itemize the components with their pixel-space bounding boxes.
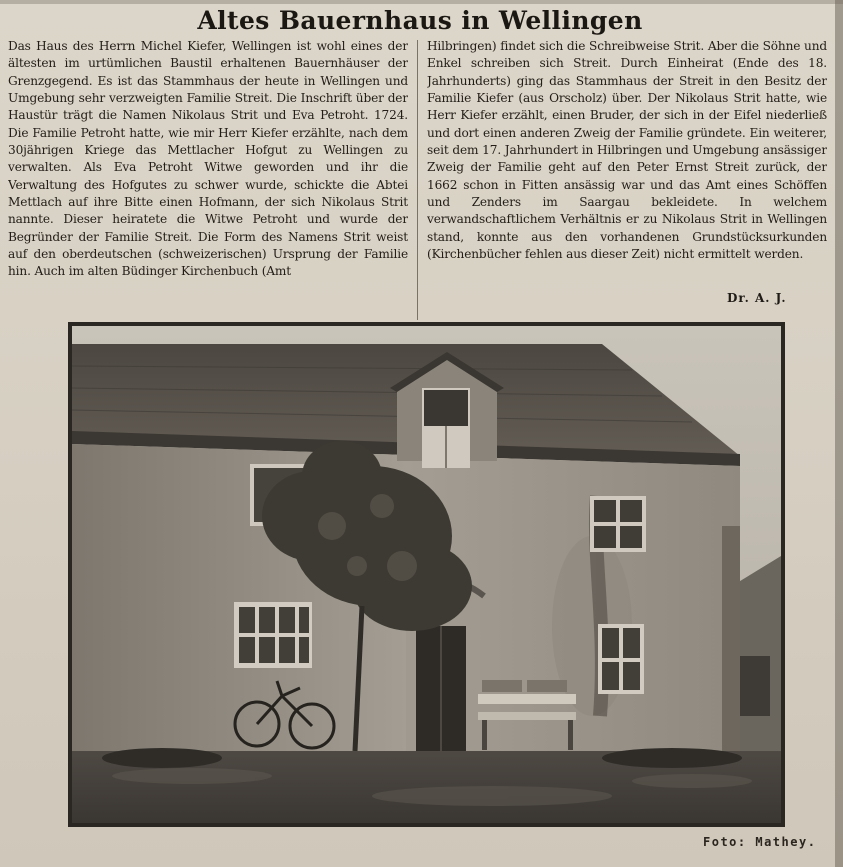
article-column-right	[427, 38, 827, 318]
article-column-left	[8, 38, 408, 318]
article-headline: Altes Bauernhaus in Wellingen	[197, 6, 643, 35]
column-divider	[417, 40, 418, 320]
farmhouse-photo-image	[72, 326, 781, 823]
farmhouse-photo	[68, 322, 785, 827]
author-signature: Dr. A. J.	[727, 291, 787, 305]
page-edge-shadow	[835, 0, 843, 867]
column-left-text: Das Haus des Herrn Michel Kiefer, Wellingen ist wohl eines der ältesten im urtümlichen Baustil erhaltenen Bauernhäuser der Grenzgegend. Es ist das Stammhaus der heute in Wellingen und Umgebung sehr verzweigten Familie Streit. Die Inschrift über der Haustür trägt die Namen Nikolaus Strit und Eva Petroht. 1724. Die Familie Petroht hatte, wie mir Herr Kiefer erzählte, nach dem 30jährigen Kriege das Mettlacher Hofgut zu Wellingen zu verwalten. Als Eva Petroht Witwe geworden und ihr die Verwaltung des Hofgutes zu schwer wurde, schickte die Abtei Mettlach auf ihre Bitte einen Hofmann, der sich Nikolaus Strit nannte. Dieser heiratete die Witwe Petroht und wurde der Begründer der Familie Streit. Die Form des Namens Strit weist auf den oberdeutschen (schweizerischen) Ursprung der Familie hin. Auch im alten Büdinger Kirchenbuch (Amt	[8, 39, 408, 279]
top-edge	[0, 0, 843, 4]
column-right-text: Hilbringen) findet sich die Schreibweise Strit. Aber die Söhne und Enkel schreiben sich Streit. Durch Einheirat (Ende des 18. Jahrhunderts) ging das Stammhaus der Streit in den Besitz der Familie Kiefer (aus Orscholz) über. Der Nikolaus Strit hatte, wie Herr Kiefer erzählt, einen Bruder, der sich in der Eifel niederließ und dort einen anderen Zweig der Familie gründete. Ein weiterer, seit dem 17. Jahrhundert in Hilbringen und Umgebung ansässiger Zweig der Familie geht auf den Peter Ernst Streit zurück, der 1662 schon in Fitten ansässig war und das Amt eines Schöffen und Zenders im Saargau bekleidete. In welchem verwandschaftlichem Verhältnis er zu Nikolaus Strit in Wellingen stand, konnte aus den vorhandenen Grundstücksurkunden (Kirchenbücher fehlen aus dieser Zeit) nicht ermittelt werden.	[427, 39, 827, 262]
photo-credit: Foto: Mathey.	[703, 835, 817, 849]
